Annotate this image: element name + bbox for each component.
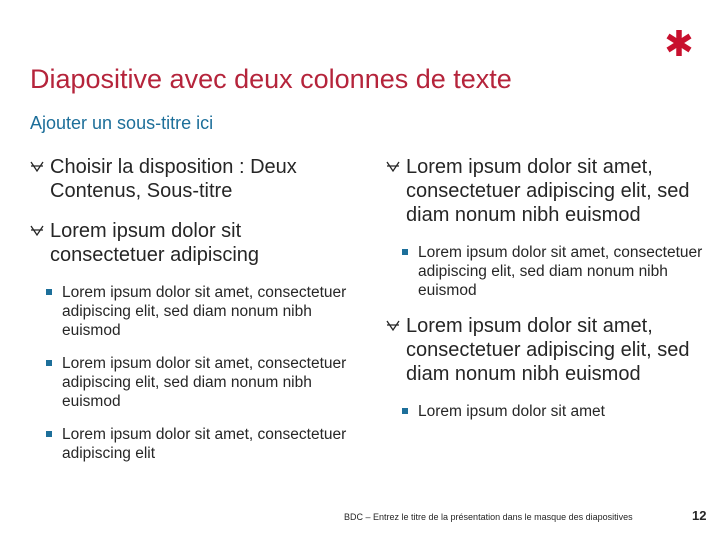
- sub-bullet-item: [46, 283, 350, 340]
- slide-subtitle[interactable]: Ajouter un sous-titre ici: [30, 113, 214, 133]
- asterisk-logo-icon: [664, 28, 694, 58]
- square-bullet-icon: [402, 249, 408, 255]
- bullet-text: Choisir la disposition : Deux Contenus, Sous-titre: [50, 156, 297, 202]
- bullet-item: [30, 155, 350, 203]
- sub-bullet-item: [46, 354, 350, 411]
- sub-bullet-item: [46, 425, 350, 463]
- square-bullet-icon: [402, 408, 408, 414]
- slide-title[interactable]: Diapositive avec deux colonnes de texte: [30, 64, 512, 94]
- bullet-text: Lorem ipsum dolor sit amet, consectetuer adipiscing elit, sed diam nonum nibh euismod: [406, 315, 690, 385]
- sub-bullet-text: Lorem ipsum dolor sit amet, consectetuer adipiscing elit, sed diam nonum nibh euismod: [62, 284, 347, 339]
- checkmark-bullet-icon: [30, 223, 44, 237]
- bullet-item: [386, 155, 706, 227]
- bullet-text: Lorem ipsum dolor sit consectetuer adipiscing: [50, 220, 260, 266]
- sub-bullet-text: Lorem ipsum dolor sit amet, consectetuer adipiscing elit: [62, 426, 347, 462]
- bullet-item: [386, 314, 706, 386]
- checkmark-bullet-icon: [30, 159, 44, 173]
- slide-footer: BDC – Entrez le titre de la présentation dans le masque des diapositives: [344, 512, 633, 522]
- sub-bullet-item: [402, 402, 706, 421]
- bullet-text: Lorem ipsum dolor sit amet, consectetuer adipiscing elit, sed diam nonum nibh euismod: [406, 156, 690, 226]
- sub-bullet-item: [402, 243, 706, 300]
- page-number: 12: [692, 508, 707, 523]
- left-column[interactable]: [30, 155, 350, 477]
- sub-bullet-text: Lorem ipsum dolor sit amet, consectetuer adipiscing elit, sed diam nonum nibh euismod: [62, 355, 347, 410]
- checkmark-bullet-icon: [386, 318, 400, 332]
- sub-bullet-text: Lorem ipsum dolor sit amet: [418, 403, 605, 420]
- bullet-item: [30, 219, 350, 267]
- square-bullet-icon: [46, 289, 52, 295]
- right-column[interactable]: [386, 155, 706, 435]
- square-bullet-icon: [46, 360, 52, 366]
- sub-bullet-text: Lorem ipsum dolor sit amet, consectetuer adipiscing elit, sed diam nonum nibh euismod: [418, 244, 703, 299]
- square-bullet-icon: [46, 431, 52, 437]
- checkmark-bullet-icon: [386, 159, 400, 173]
